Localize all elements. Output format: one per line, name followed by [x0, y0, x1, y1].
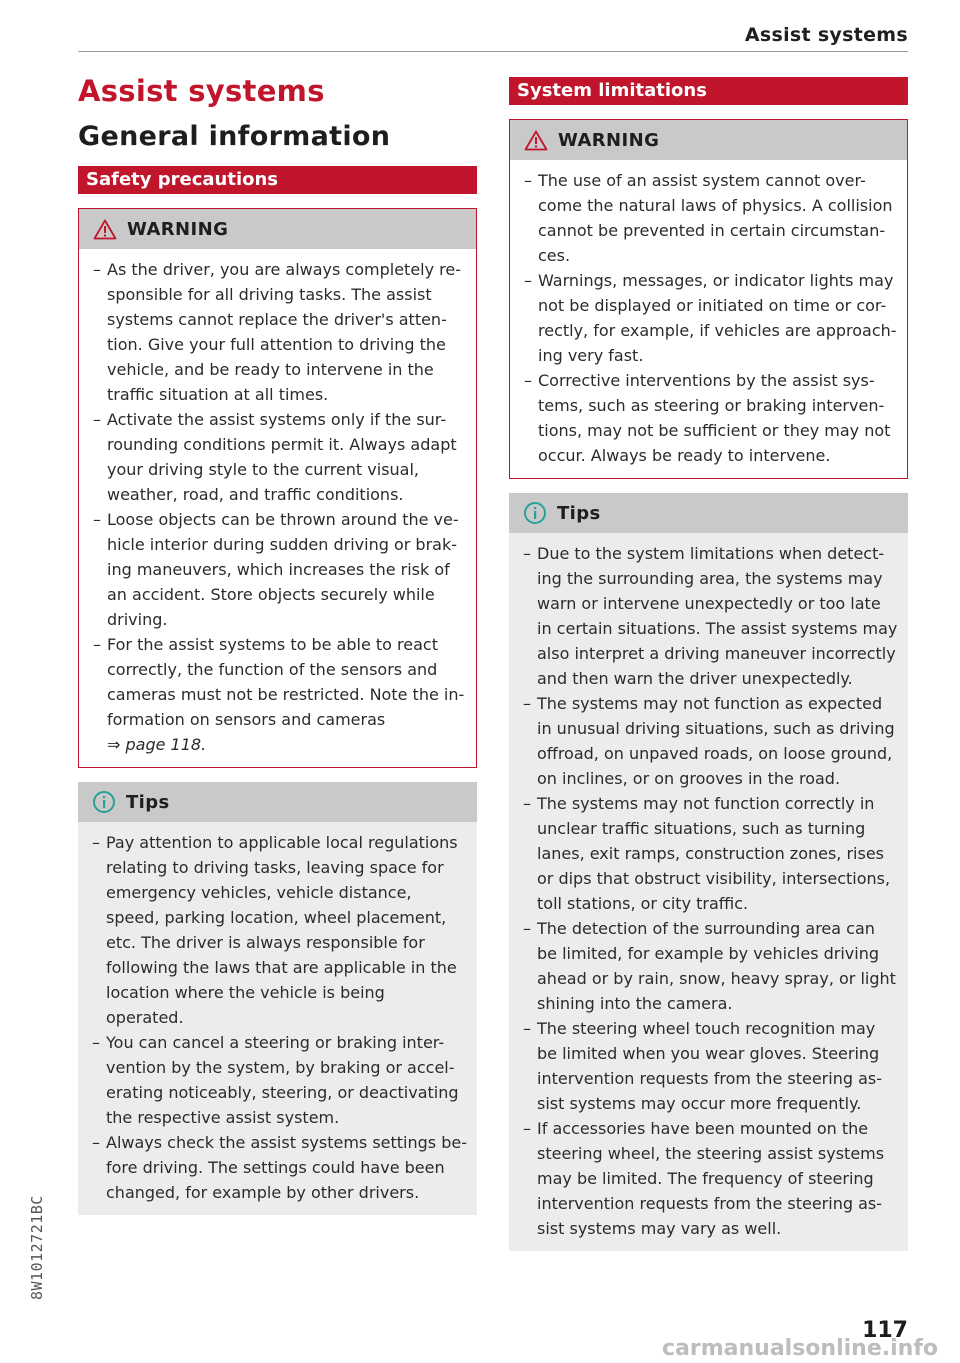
page-reference-link[interactable]: ⇒ page 118. — [107, 735, 207, 754]
warning-header — [510, 120, 907, 160]
list-item: – Pay attention to applicable local regulations relating to driving tasks, leaving space for emergency vehicles, vehicle distance, speed, parking location, wheel placement, etc. The driver is always responsible for following the laws that are applicable in the location where the vehicle is being operated. — [92, 830, 467, 1030]
warning-header — [79, 209, 476, 249]
list-item: – If accessories have been mounted on the steering wheel, the steering assist systems may be limited. The frequency of steering intervention requests from the steering as-sist systems may vary as well. — [523, 1116, 898, 1241]
header-rule — [78, 51, 908, 52]
list-item — [93, 632, 466, 757]
warning-box — [78, 208, 477, 768]
list-item: – The systems may not function correctly in unclear traffic situations, such as turning lanes, exit ramps, construction zones, rises or dips that obstruct visibility, intersections, toll stations, or city traffic. — [523, 791, 898, 916]
tips-header — [509, 493, 908, 533]
list-item: – Activate the assist systems only if the sur-rounding conditions permit it. Always adapt your driving style to the current visual, weather, road, and traffic conditions. — [93, 407, 466, 507]
tips-label: Tips — [126, 791, 170, 813]
list-item: – The use of an assist system cannot over-come the natural laws of physics. A collision cannot be prevented in certain circumstan-ces. — [524, 168, 897, 268]
chapter-title: Assist systems — [78, 74, 325, 108]
warning-list — [79, 249, 476, 767]
warning-triangle-icon — [524, 130, 548, 151]
list-item: – Due to the system limitations when detect-ing the surrounding area, the systems may warn or intervene unexpectedly or too late in certain situations. The assist systems may also interpret a driving maneuver incorrectly and then warn the driver unexpectedly. — [523, 541, 898, 691]
list-item: – The systems may not function as expected in unusual driving situations, such as driving offroad, on unpaved roads, on loose ground, on inclines, or on grooves in the road. — [523, 691, 898, 791]
tips-list — [78, 822, 477, 1215]
list-item: – Loose objects can be thrown around the ve-hicle interior during sudden driving or brak-ing maneuvers, which increases the risk of an accident. Store objects securely while driving. — [93, 507, 466, 632]
list-item: – The detection of the surrounding area can be limited, for example by vehicles driving ahead or by rain, snow, heavy spray, or light shining into the camera. — [523, 916, 898, 1016]
left-column — [78, 74, 477, 1215]
warning-label: WARNING — [558, 129, 660, 151]
system-limitations-heading: System limitations — [509, 77, 908, 105]
tips-label: Tips — [557, 502, 601, 524]
tips-header — [78, 782, 477, 822]
warning-label: WARNING — [127, 218, 229, 240]
running-title: Assist systems — [744, 24, 908, 46]
list-item: – You can cancel a steering or braking inter-vention by the system, by braking or accel-erating noticeably, steering, or deactivating the respective assist system. — [92, 1030, 467, 1130]
page-number: 117 — [862, 1318, 908, 1343]
right-column — [509, 77, 908, 1251]
safety-precautions-heading: Safety precautions — [78, 166, 477, 194]
list-item: – Warnings, messages, or indicator lights may not be displayed or initiated on time or cor-rectly, for example, if vehicles are approach-ing very fast. — [524, 268, 897, 368]
tips-box — [78, 782, 477, 1215]
list-item: – The steering wheel touch recognition may be limited when you wear gloves. Steering intervention requests from the steering as-sist systems may occur more frequently. — [523, 1016, 898, 1116]
list-item: – Always check the assist systems settings be-fore driving. The settings could have been changed, for example by other drivers. — [92, 1130, 467, 1205]
list-item: – As the driver, you are always completely re-sponsible for all driving tasks. The assist systems cannot replace the driver's atten-tion. Give your full attention to driving the vehicle, and be ready to intervene in the traffic situation at all times. — [93, 257, 466, 407]
list-item: – Corrective interventions by the assist sys-tems, such as steering or braking interven-tions, may not be sufficient or they may not occur. Always be ready to intervene. — [524, 368, 897, 468]
list-item-text: For the assist systems to be able to react correctly, the function of the sensors and cameras must not be restricted. Note the in-formation on sensors and cameras — [107, 635, 465, 729]
tips-list — [509, 533, 908, 1251]
warning-list — [510, 160, 907, 478]
watermark: carmanualsonline.info — [662, 1336, 938, 1361]
warning-box — [509, 119, 908, 479]
warning-triangle-icon — [93, 219, 117, 240]
info-icon — [523, 501, 547, 525]
info-icon — [92, 790, 116, 814]
section-title: General information — [78, 121, 391, 152]
tips-box — [509, 493, 908, 1251]
document-code: 8W1012721BC — [28, 1195, 46, 1300]
